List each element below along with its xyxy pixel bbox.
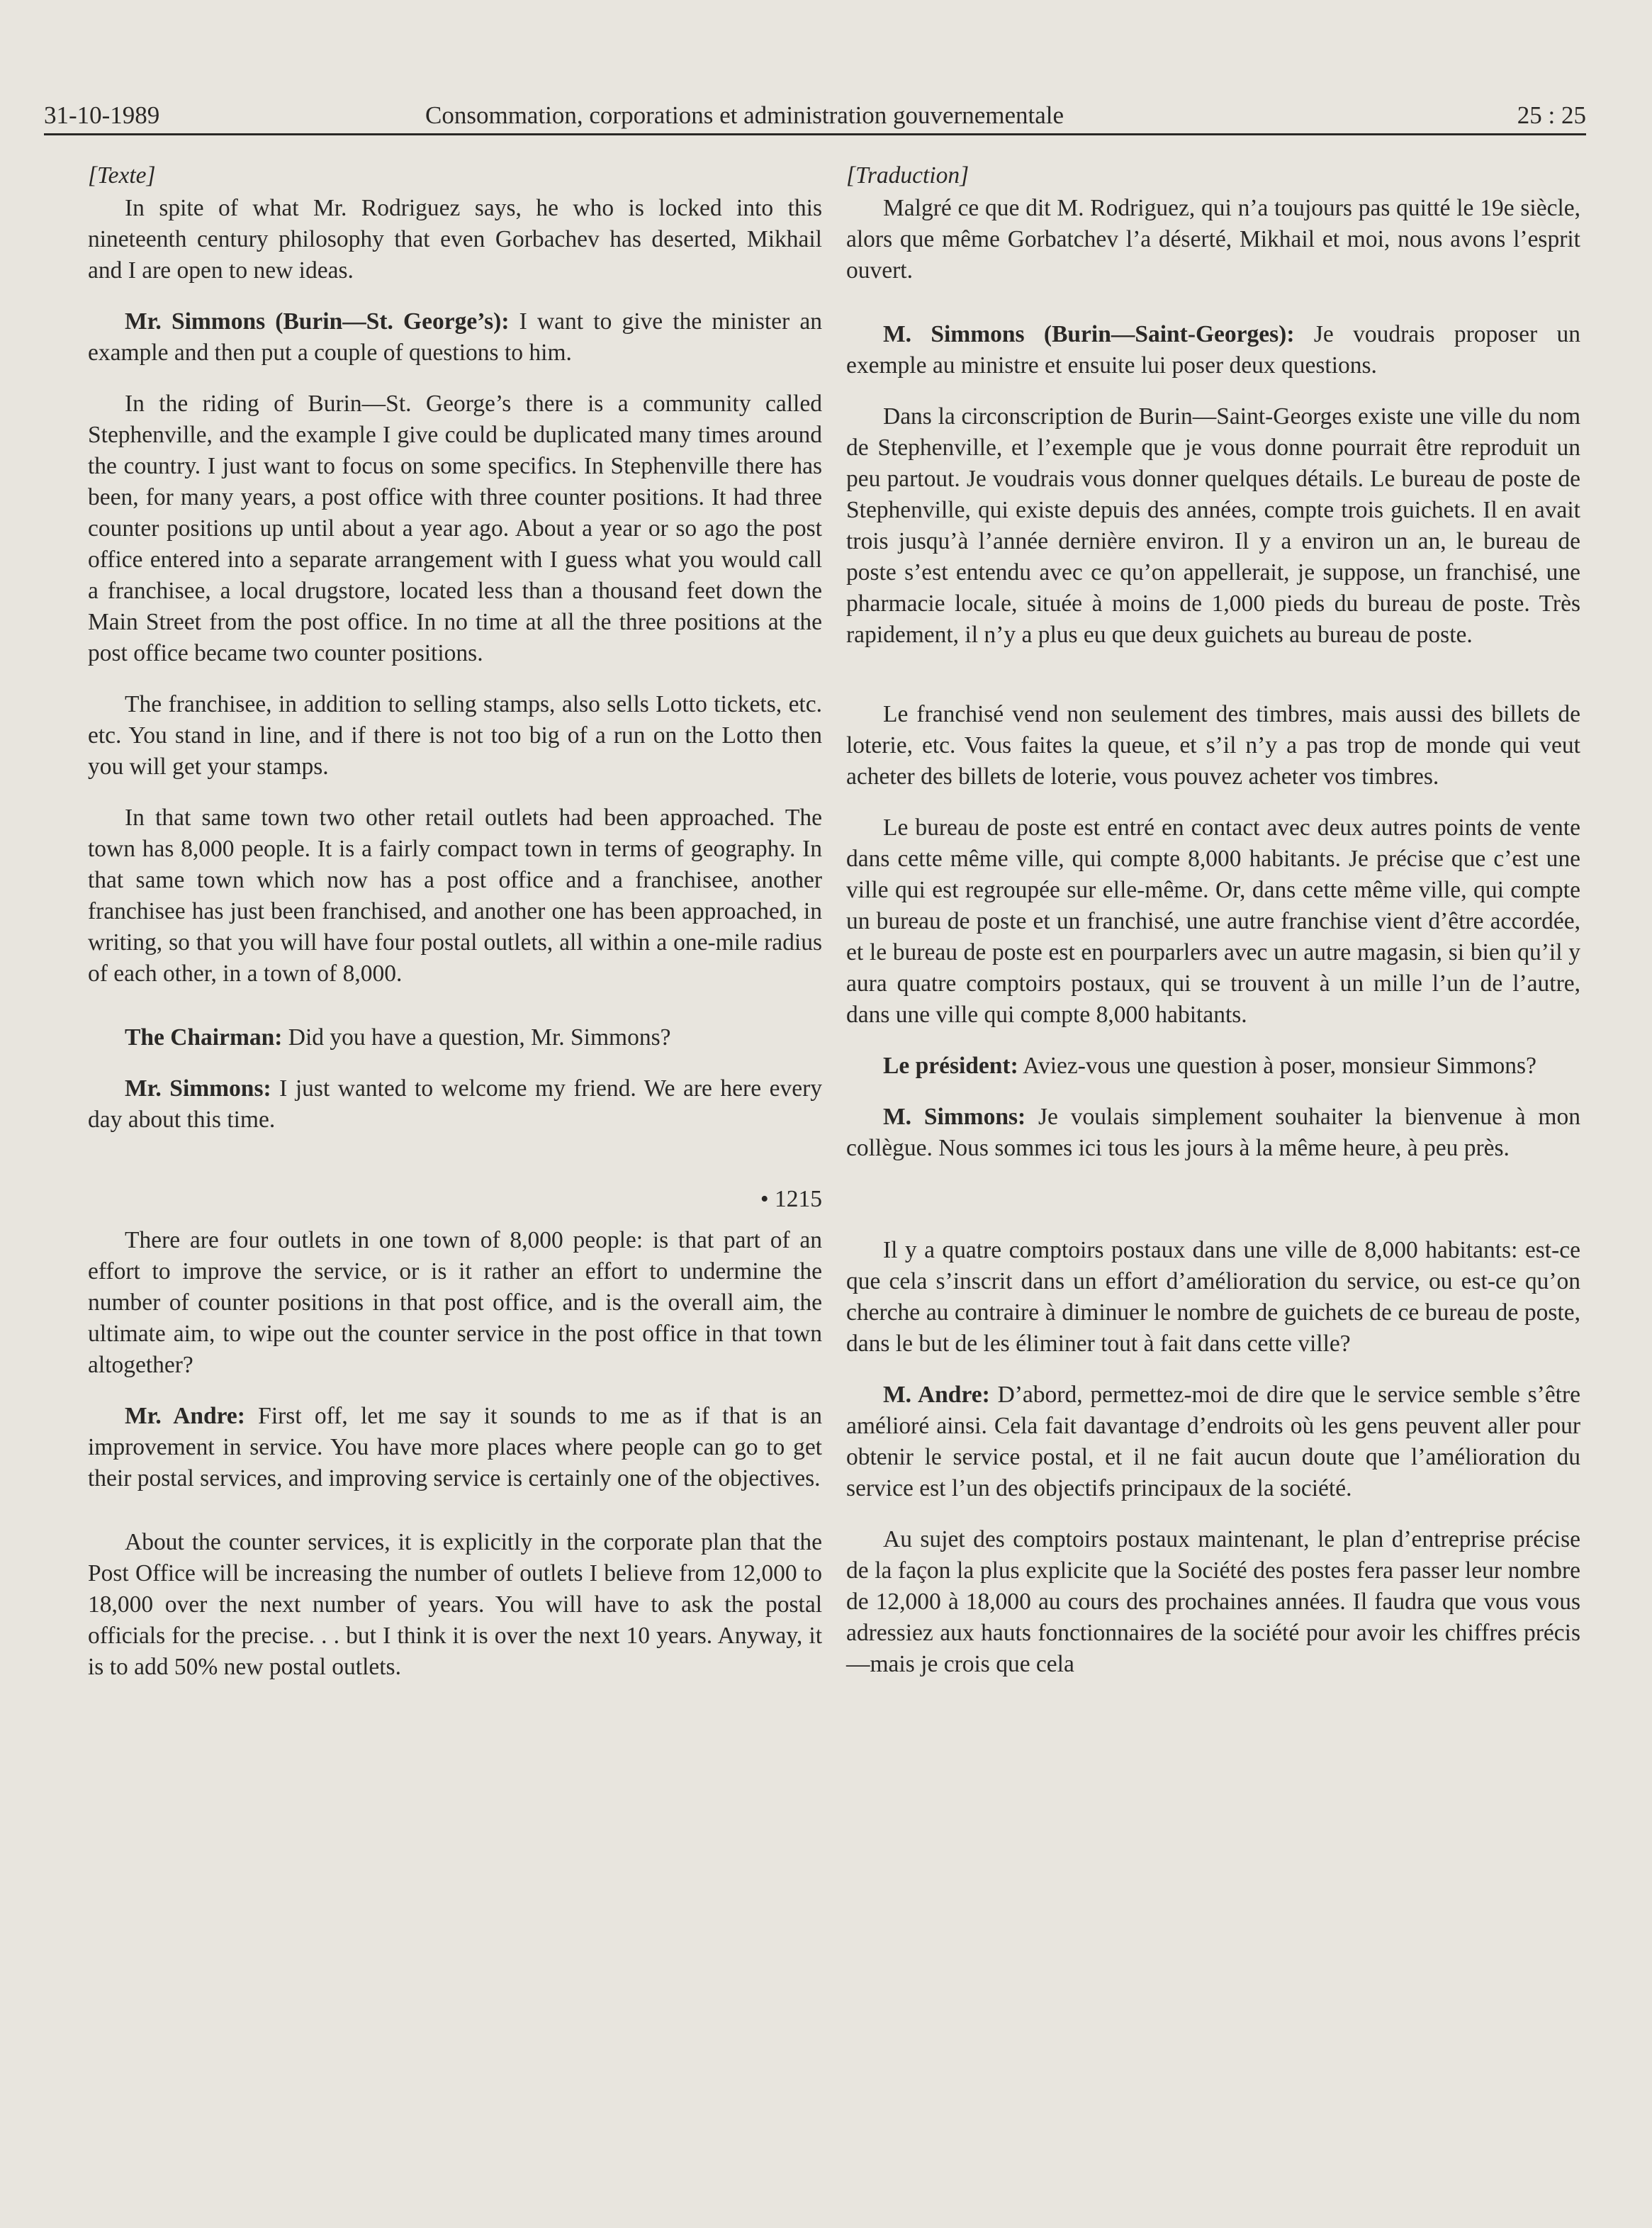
running-header: [44, 98, 1586, 135]
french-column: [846, 160, 1580, 1700]
paragraph: Malgré ce que dit M. Rodriguez, qui n’a toujours pas quitté le 19e siècle, alors que même Gorbatchev l’a déserté, Mikhail et moi, nous avons l’esprit ouvert.: [846, 195, 1580, 284]
speaker-name: Mr. Simmons (Burin—St. George’s):: [125, 308, 510, 335]
paragraph: Dans la circonscription de Burin—Saint-Georges existe une ville du nom de Stephenville, et l’exemple que je vous donne pourrait être reproduit un peu partout. Je voudrais vous donner quelques détails. Le bureau de poste de Stephenville, qui existe depuis des années, compte trois guichets. Il en avait trois jusqu’à l’année dernière environ. Il y a environ un an, le bureau de poste s’est entendu avec ce qu’on appellerait, je suppose, un franchisé, une pharmacie locale, située à moins de 1,000 pieds du bureau de poste. Très rapidement, il n’y a plus eu que deux guichets au bureau de poste.: [846, 403, 1580, 648]
speaker-name: Le président:: [883, 1053, 1018, 1079]
paragraph: Il y a quatre comptoirs postaux dans une ville de 8,000 habitants: est-ce que cela s’inscrit dans un effort d’amélioration du service, ou est-ce qu’on cherche au contraire à diminuer le nombre de guichets de ce bureau de poste, dans le but de les éliminer tout à fait dans cette ville?: [846, 1237, 1580, 1357]
header-title: Consommation, corporations et administration gouvernementale: [425, 101, 1064, 129]
paragraph: Au sujet des comptoirs postaux maintenant, le plan d’entreprise précise de la façon la plus explicite que la Société des postes fera passer leur nombre de 12,000 à 18,000 au cours des prochaines années. Il faudra que vous vous adressiez aux hauts fonctionnaires de la société pour avoir les chiffres précis—mais je crois que cela: [846, 1526, 1580, 1677]
speaker-name: Mr. Andre:: [125, 1403, 245, 1429]
paragraph: Le bureau de poste est entré en contact avec deux autres points de vente dans cette même ville, qui compte 8,000 habitants. Je précise que c’est une ville qui est regroupée sur elle-même. Or, dans cette même ville, qui compte un bureau de poste et un franchisé, une autre franchise vient d’être accordée, et le bureau de poste est en pourparlers avec un autre magasin, si bien qu’il y aura quatre comptoirs postaux, qui se trouvent à un mille l’un de l’autre, dans une ville qui compte 8,000 habitants.: [846, 814, 1580, 1028]
paragraph: About the counter services, it is explicitly in the corporate plan that the Post Office will be increasing the number of outlets I believe from 12,000 to 18,000 over the next number of years. You will have to ask the postal officials for the precise. . . but I think it is over the next 10 years. Anyway, it is to add 50% new postal outlets.: [88, 1529, 822, 1680]
english-column: [88, 160, 822, 1703]
speaker-paragraph: M. Andre: D’abord, permettez-moi de dire que le service semble s’être amélioré ainsi. Cela fait davantage d’endroits où les gens peuvent aller pour obtenir le service postal, et il ne fait aucun doute que l’amélioration du service est l’un des objectifs principaux de la société.: [846, 1382, 1580, 1501]
speaker-paragraph: M. Simmons (Burin—Saint-Georges): Je voudrais proposer un exemple au ministre et ensuite lui poser deux questions.: [846, 321, 1580, 379]
time-marker: • 1215: [760, 1186, 822, 1212]
speaker-paragraph: The Chairman: Did you have a question, Mr. Simmons?: [125, 1024, 671, 1051]
speaker-name: The Chairman:: [125, 1024, 283, 1051]
speaker-name: M. Simmons:: [883, 1104, 1026, 1130]
speaker-paragraph: Mr. Andre: First off, let me say it sounds to me as if that is an improvement in service. You have more places where people can go to get their postal services, and improving service is certainly one of the objectives.: [88, 1403, 822, 1491]
paragraph: In that same town two other retail outlets had been approached. The town has 8,000 people. It is a fairly compact town in terms of geography. In that same town which now has a post office and a franchisee, another franchisee has just been franchised, and another one has been approached, in writing, so that you will have four postal outlets, all within a one-mile radius of each other, in a town of 8,000.: [88, 805, 822, 987]
paragraph: Le franchisé vend non seulement des timbres, mais aussi des billets de loterie, etc. Vous faites la queue, et s’il n’y a pas trop de monde qui veut acheter des billets de loterie, vous pouvez acheter vos timbres.: [846, 701, 1580, 790]
translation-tag: [Traduction]: [846, 162, 970, 189]
paragraph: In spite of what Mr. Rodriguez says, he who is locked into this nineteenth century philosophy that even Gorbachev has deserted, Mikhail and I are open to new ideas.: [88, 195, 822, 284]
header-page-number: 25 : 25: [1517, 101, 1586, 129]
speaker-paragraph: M. Simmons: Je voulais simplement souhaiter la bienvenue à mon collègue. Nous sommes ici tous les jours à la même heure, à peu près.: [846, 1104, 1580, 1161]
speaker-paragraph: Mr. Simmons (Burin—St. George’s): I want to give the minister an example and then put a couple of questions to him.: [88, 308, 822, 366]
paragraph: In the riding of Burin—St. George’s there is a community called Stephenville, and the example I give could be duplicated many times around the country. I just want to focus on some specifics. In Stephenville there has been, for many years, a post office with three counter positions. It had three counter positions up until about a year ago. About a year or so ago the post office entered into a separate arrangement with I guess what you would call a franchisee, a local drugstore, located less than a thousand feet down the Main Street from the post office. In no time at all the three positions at the post office became two counter positions.: [88, 391, 822, 666]
header-date: 31-10-1989: [44, 101, 160, 129]
speaker-paragraph: Le président: Aviez-vous une question à poser, monsieur Simmons?: [883, 1053, 1536, 1079]
speaker-paragraph: Mr. Simmons: I just wanted to welcome my friend. We are here every day about this time.: [88, 1075, 822, 1133]
speaker-name: M. Simmons (Burin—Saint-Georges):: [883, 321, 1295, 347]
speaker-name: M. Andre:: [883, 1382, 990, 1408]
text-tag: [Texte]: [88, 162, 156, 189]
paragraph: There are four outlets in one town of 8,000 people: is that part of an effort to improve the service, or is it rather an effort to undermine the number of counter positions in that post office, and is the overall aim, the ultimate aim, to wipe out the counter service in the post office in that town altogether?: [88, 1227, 822, 1378]
speaker-name: Mr. Simmons:: [125, 1075, 271, 1102]
paragraph: The franchisee, in addition to selling stamps, also sells Lotto tickets, etc. etc. You stand in line, and if there is not too big of a run on the Lotto then you will get your stamps.: [88, 691, 822, 780]
